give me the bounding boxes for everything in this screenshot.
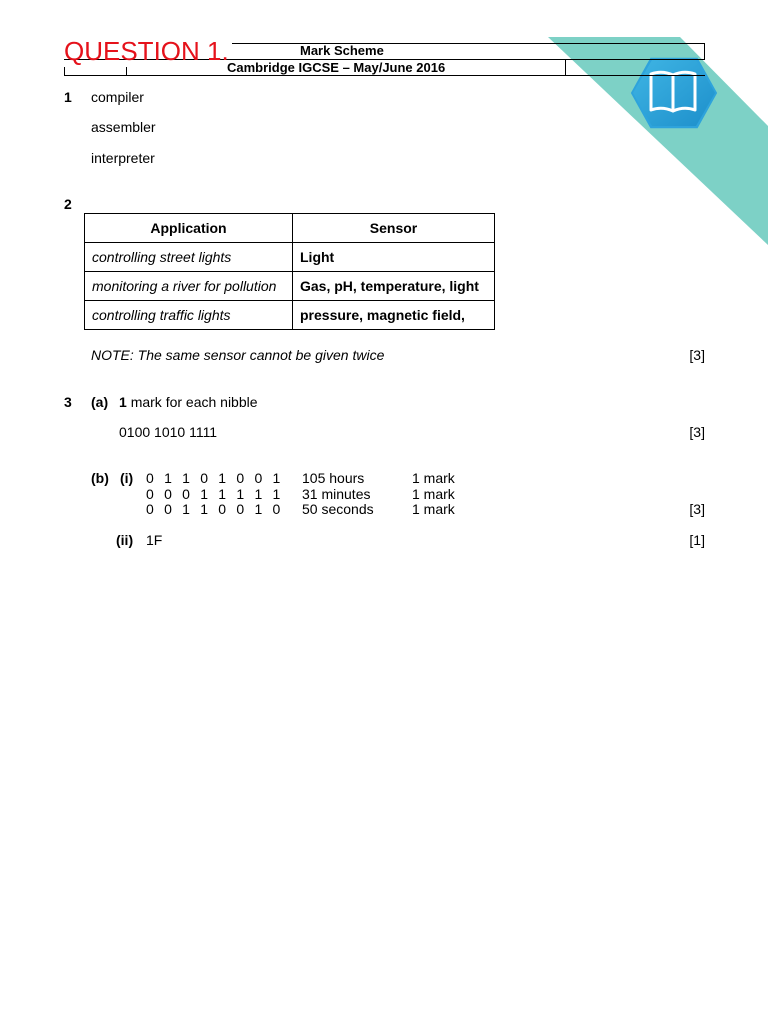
header-rule-right (704, 43, 705, 60)
q3b-i-bits-row-2: 0 0 0 1 1 1 1 1 (146, 486, 284, 502)
q3a-label: (a) (91, 394, 109, 410)
application-sensor-table (84, 213, 495, 330)
q3b-ii-answer: 1F (146, 532, 163, 548)
q3b-i-marks: [3] (689, 501, 705, 517)
q3b-ii-marks: [1] (689, 532, 705, 548)
application-cell: controlling street lights (85, 243, 293, 272)
q3b-i-bits-row-3: 0 0 1 1 0 0 1 0 (146, 501, 284, 517)
table-row (85, 301, 495, 330)
q3a-lead-text: mark for each nibble (130, 394, 258, 410)
q3b-i-mark-row-1: 1 mark (412, 470, 455, 486)
question-1-number: 1 (64, 89, 72, 105)
header-rule-divider-right (565, 59, 566, 76)
q3b-ii-label: (ii) (116, 532, 134, 548)
application-cell: controlling traffic lights (85, 301, 293, 330)
q3b-i-value-row-3: 50 seconds (302, 501, 374, 517)
question-2-number: 2 (64, 196, 72, 212)
header-rule-left (64, 67, 65, 76)
table-row (85, 272, 495, 301)
sensor-cell: Light (293, 243, 495, 272)
table-header-row (85, 214, 495, 243)
q1-answer-compiler: compiler (91, 89, 144, 105)
q3a-answer: 0100 1010 1111 (119, 424, 218, 440)
column-header-sensor: Sensor (293, 214, 495, 243)
question-3-number: 3 (64, 394, 72, 410)
sensor-cell: Gas, pH, temperature, light (293, 272, 495, 301)
header-subtitle: Cambridge IGCSE – May/June 2016 (227, 60, 446, 75)
open-book-icon (630, 57, 718, 129)
q3b-i-mark-row-3: 1 mark (412, 501, 455, 517)
q3b-i-bits-row-1: 0 1 1 0 1 0 0 1 (146, 470, 284, 486)
table-row (85, 243, 495, 272)
q3b-label: (b) (91, 470, 109, 486)
column-header-application: Application (85, 214, 293, 243)
q3a-marks: [3] (689, 424, 705, 440)
q1-answer-assembler: assembler (91, 119, 156, 135)
q3b-i-mark-row-2: 1 mark (412, 486, 455, 502)
question-heading: QUESTION 1. (64, 36, 229, 66)
sensor-cell: pressure, magnetic field, (293, 301, 495, 330)
q2-note: NOTE: The same sensor cannot be given twice (91, 347, 385, 363)
q3b-i-label: (i) (120, 470, 134, 486)
header-title: Mark Scheme (300, 43, 384, 58)
q2-marks: [3] (689, 347, 705, 363)
q3b-i-value-row-1: 105 hours (302, 470, 365, 486)
q3a-instruction (119, 394, 258, 410)
application-cell: monitoring a river for pollution (85, 272, 293, 301)
header-rule-divider (126, 67, 127, 76)
q3a-lead-number: 1 (119, 394, 127, 410)
q3b-i-value-row-2: 31 minutes (302, 486, 371, 502)
header-rule-bottom (64, 75, 705, 76)
q1-answer-interpreter: interpreter (91, 150, 155, 166)
